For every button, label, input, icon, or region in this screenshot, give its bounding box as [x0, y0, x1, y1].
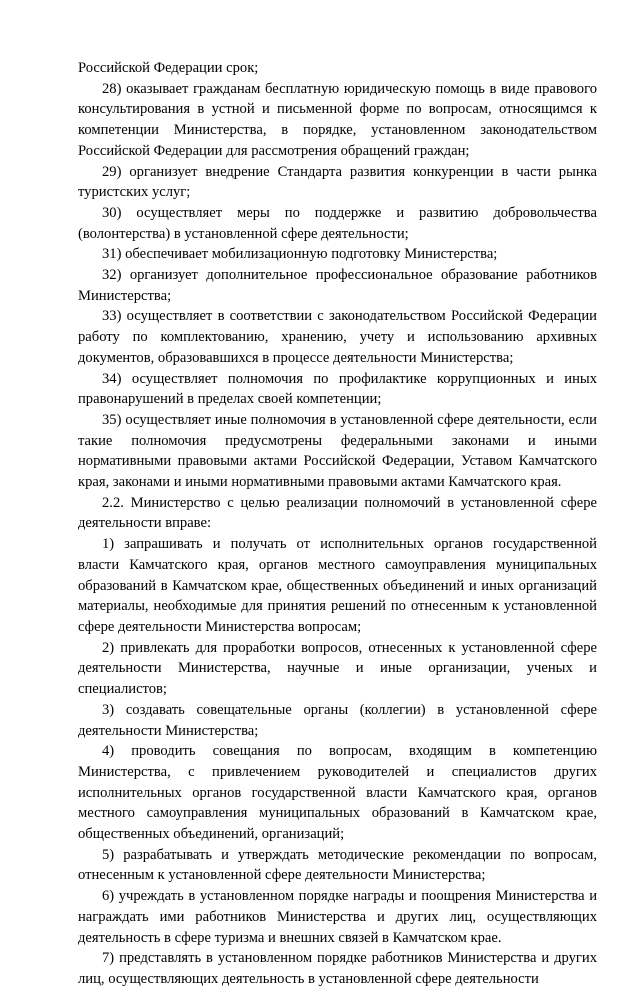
paragraph-right-6: 6) учреждать в установленном порядке награды и поощрения Министерства и награждать ими работников Министерства и других лиц, осуществляющих деятельность в сфере туризма и внешних связей в Камчатском крае.: [78, 888, 597, 946]
paragraph-right-1: 1) запрашивать и получать от исполнительных органов государственной власти Камчатского края, органов местного самоуправления муниципальных образований в Камчатском крае, общественных объединений и иных организаций материалы, необходимые для принятия решений по отнесенным к установленной сфере деятельности Министерства вопросам;: [78, 536, 597, 635]
paragraph-item-35: 35) осуществляет иные полномочия в установленной сфере деятельности, если такие полномочия предусмотрены федеральными законами и иными нормативными правовыми актами Российской Федерации, Уставом Камчатского края, законами и иными нормативными правовыми актами Камчатского края.: [78, 411, 597, 491]
paragraph-item-30: 30) осуществляет меры по поддержке и развитию добровольчества (волонтерства) в установленной сфере деятельности;: [78, 204, 597, 242]
paragraph-right-2: 2) привлекать для проработки вопросов, отнесенных к установленной сфере деятельности Министерства, научные и иные организации, ученых и специалистов;: [78, 639, 597, 698]
paragraph-item-29: 29) организует внедрение Стандарта развития конкуренции в части рынка туристских услуг;: [78, 163, 597, 201]
paragraph-item-28: 28) оказывает гражданам бесплатную юридическую помощь в виде правового консультирования в устной и письменной форме по вопросам, относящимся к компетенции Министерства, в порядке, установленном законодательством Российской Федерации для рассмотрения обращений граждан;: [78, 80, 597, 159]
document-body: [78, 58, 597, 990]
paragraph-right-3: 3) создавать совещательные органы (коллегии) в установленной сфере деятельности Министерства;: [78, 701, 597, 739]
paragraph-item-32: 32) организует дополнительное профессиональное образование работников Министерства;: [78, 267, 597, 304]
paragraph-section-2-2: 2.2. Министерство с целью реализации полномочий в установленной сфере деятельности вправе:: [78, 494, 597, 532]
paragraph-continuation: Российской Федерации срок;: [78, 60, 259, 76]
paragraph-item-33: 33) осуществляет в соответствии с законодательством Российской Федерации работу по комплектованию, хранению, учету и использованию архивных документов, образовавшихся в процессе деятельности Министерства;: [78, 308, 597, 366]
paragraph-right-7: 7) представлять в установленном порядке работников Министерства и других лиц, осуществляющих деятельность в установленной сфере деятельности: [78, 950, 597, 987]
paragraph-right-5: 5) разрабатывать и утверждать методические рекомендации по вопросам, отнесенным к установленной сфере деятельности Министерства;: [78, 846, 597, 884]
paragraph-item-31: 31) обеспечивает мобилизационную подготовку Министерства;: [102, 246, 498, 263]
paragraph-right-4: 4) проводить совещания по вопросам, входящим в компетенцию Министерства, с привлечением руководителей и специалистов других исполнительных органов государственной власти Камчатского края, органов местного самоуправления муниципальных образований в Камчатском крае, общественных объединений, организаций;: [78, 743, 597, 843]
paragraph-item-34: 34) осуществляет полномочия по профилактике коррупционных и иных правонарушений в пределах своей компетенции;: [78, 370, 597, 408]
